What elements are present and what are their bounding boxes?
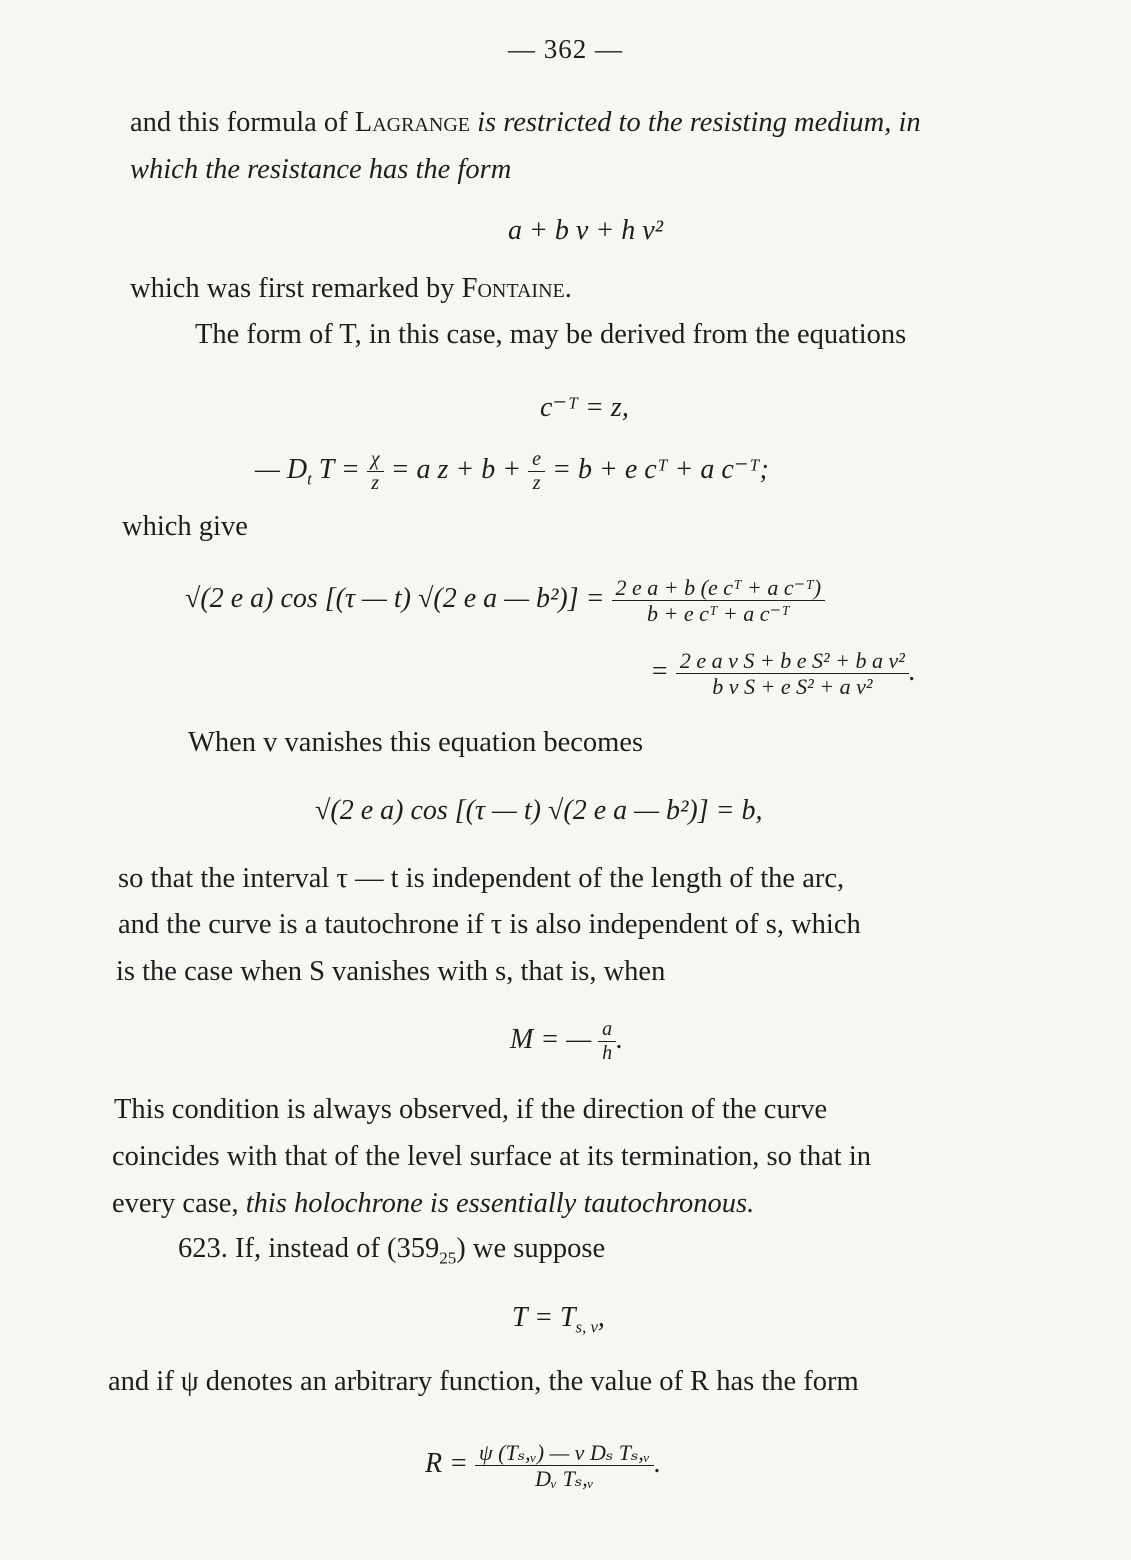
denominator: z xyxy=(532,472,541,494)
numerator: ψ (Tₛ,ᵥ) — v Dₛ Tₛ,ᵥ xyxy=(475,1440,654,1466)
fraction xyxy=(475,1440,654,1492)
text-line: and the curve is a tautochrone if τ is also independent of s, which xyxy=(118,909,861,940)
text-line: which give xyxy=(122,511,248,542)
text-line: The form of T, in this case, may be derived from the equations xyxy=(195,319,907,350)
denominator: b v S + e S² + a v² xyxy=(712,674,873,700)
text: and this formula of xyxy=(130,107,348,138)
text-italic: this holochrone is essentially tautochronous. xyxy=(245,1188,755,1219)
equation-cos-2 xyxy=(650,648,916,700)
eq-part: = xyxy=(650,656,669,688)
fraction xyxy=(598,1018,616,1065)
author-name: Fontaine. xyxy=(461,273,572,304)
equation-T xyxy=(512,1302,605,1337)
numerator: χ xyxy=(367,448,384,472)
eq-part: . xyxy=(908,656,916,688)
fraction xyxy=(612,575,826,627)
denominator: h xyxy=(602,1042,613,1064)
text-line xyxy=(130,106,921,140)
equation-cos-1 xyxy=(185,575,825,627)
text: which was first remarked by xyxy=(130,273,455,304)
text-line xyxy=(130,153,511,187)
eq-sub: s, v xyxy=(575,1317,598,1337)
eq-sub: t xyxy=(307,469,312,489)
text-line xyxy=(112,1187,754,1221)
denominator: Dᵥ Tₛ,ᵥ xyxy=(535,1466,594,1492)
numerator: a xyxy=(598,1018,616,1042)
eq-part: = a z + b + xyxy=(390,453,522,485)
text-italic: which the resistance has the form xyxy=(130,154,512,185)
eq-part: T = T xyxy=(512,1302,576,1333)
numerator: 2 e a v S + b e S² + b a v² xyxy=(676,648,909,674)
eq-part: T = xyxy=(311,453,360,485)
text-line: is the case when S vanishes with s, that is, when xyxy=(116,956,666,987)
section-number: 623. xyxy=(178,1233,228,1264)
text-line xyxy=(178,1232,605,1266)
text-line: and if ψ denotes an arbitrary function, the value of R has the form xyxy=(108,1366,859,1397)
eq-part: , xyxy=(597,1302,605,1333)
eq-part: . xyxy=(654,1448,662,1480)
text-line: When v vanishes this equation becomes xyxy=(188,727,644,758)
eq-part: . xyxy=(616,1023,624,1055)
equation-cos-3: √(2 e a) cos [(τ — t) √(2 e a — b²)] = b, xyxy=(315,795,763,826)
text-line xyxy=(130,272,572,306)
equation-resistance: a + b v + h v² xyxy=(508,215,664,246)
numerator: e xyxy=(528,448,545,472)
numerator: 2 e a + b (e cᵀ + a c⁻ᵀ) xyxy=(612,575,826,601)
equation-c-z: c⁻ᵀ = z, xyxy=(540,392,629,423)
equation-R xyxy=(425,1440,661,1492)
text-line: so that the interval τ — t is independent of the length of the arc, xyxy=(118,863,845,894)
fraction xyxy=(676,648,909,700)
eq-part: √(2 e a) cos [(τ — t) √(2 e a — b²)] = xyxy=(185,583,605,615)
fraction xyxy=(528,448,545,495)
equation-M xyxy=(510,1018,623,1065)
eq-part: — D xyxy=(255,453,308,485)
text-line: coincides with that of the level surface at its termination, so that in xyxy=(112,1141,871,1172)
text: ) we suppose xyxy=(456,1233,606,1264)
eq-part: R = xyxy=(425,1448,468,1480)
page-number: — 362 — xyxy=(508,34,623,64)
equation-D-T xyxy=(255,448,769,495)
text-italic: is restricted to the resisting medium, in xyxy=(477,107,921,138)
text: If, instead of (359 xyxy=(235,1233,440,1264)
eq-part: M = — xyxy=(510,1023,592,1055)
author-name: Lagrange xyxy=(354,107,470,138)
text-sub: 25 xyxy=(439,1248,457,1268)
text: every case, xyxy=(112,1188,239,1219)
eq-part: = b + e cᵀ + a c⁻ᵀ; xyxy=(552,453,769,485)
fraction xyxy=(367,448,384,495)
denominator: z xyxy=(371,472,380,494)
text-line: This condition is always observed, if the direction of the curve xyxy=(114,1094,828,1125)
denominator: b + e cᵀ + a c⁻ᵀ xyxy=(647,601,790,627)
